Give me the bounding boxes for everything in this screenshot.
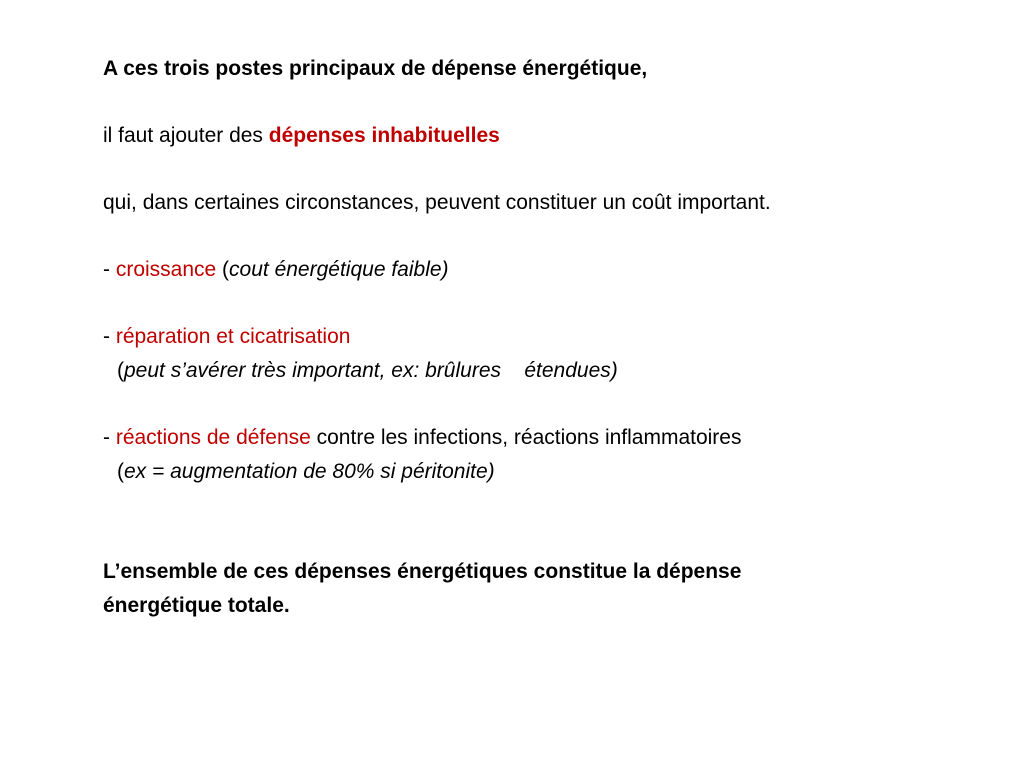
item-defense-note-line [103,455,983,489]
intro-line-2 [103,119,983,153]
spacer [103,489,983,555]
spacer [103,287,983,320]
item-defense-rest: contre les infections, réactions inflammatoires [310,426,742,449]
item-defense [103,421,983,455]
unusual-expenses-highlight: dépenses inhabituelles [268,124,500,147]
slide-body [103,52,983,623]
item-repair [103,320,983,354]
spacer [103,153,983,186]
bullet-dash: - [103,325,116,348]
bullet-dash: - [103,258,116,281]
item-defense-title: réactions de défense [115,426,311,449]
item-growth-title: croissance [115,258,217,281]
item-defense-note: ex = augmentation de 80% si péritonite) [124,460,495,483]
item-repair-title: réparation et cicatrisation [115,325,351,348]
item-growth-note: cout énergétique faible) [229,258,449,281]
intro-line-3: qui, dans certaines circonstances, peuvent constituer un coût important. [103,191,771,214]
spacer [103,220,983,253]
conclusion-line-2: énergétique totale. [103,594,290,617]
item-repair-note-line [103,354,983,388]
item-repair-note: peut s’avérer très important, ex: brûlures étendues) [124,359,618,382]
intro-line-2-prefix: il faut ajouter des [103,124,269,147]
intro-heading: A ces trois postes principaux de dépense énergétique, [103,57,648,80]
item-repair-paren: ( [117,359,124,382]
bullet-dash: - [103,426,116,449]
spacer [103,388,983,421]
item-defense-paren: ( [117,460,124,483]
spacer [103,86,983,119]
item-growth-paren: ( [216,258,230,281]
item-growth [103,253,983,287]
conclusion-line-1: L’ensemble de ces dépenses énergétiques constitue la dépense [103,560,742,583]
